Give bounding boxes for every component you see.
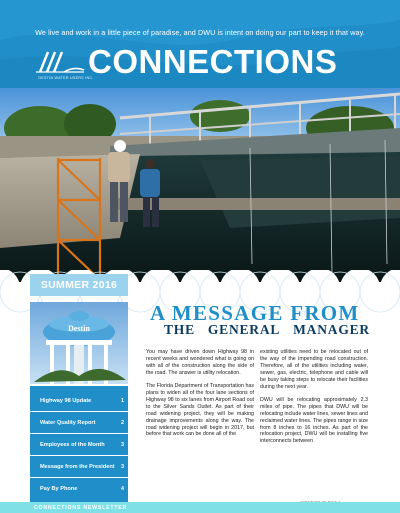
article-column-left (146, 349, 254, 445)
toc-item-label: Water Quality Report (40, 419, 96, 426)
article-paragraph: You may have driven down Highway 98 in recent weeks and wondered what is going on with all of the construction along the side of the road. The answer is utility relocation. (146, 349, 254, 376)
article-paragraph: DWU will be relocating approximately 2.3 miles of pipe. The pipes that DWU will be relocating include water lines, sewer lines and reclaimed water lines. The pipes range in size from 8 inches to 16 inches. As part of the relocation project, DWU will be installing five interconnects between (260, 396, 368, 445)
toc-item-page: 1 (121, 398, 124, 404)
organization-name: DESTIN WATER USERS INC. (38, 76, 94, 80)
article-paragraph: existing utilities need to be relocated out of the way of the impending road construction. Therefore, all of the utilities including water, sewer, gas, electric, telephone and cable will be busy taking steps to relocate their facilities during the next year. (260, 349, 368, 390)
footer-bar (0, 502, 400, 513)
toc-item-highway-98[interactable] (30, 390, 128, 412)
toc-item-page: 3 (121, 442, 124, 448)
toc-item-page: 2 (121, 420, 124, 426)
toc-item-page: 4 (121, 486, 124, 492)
issue-season-badge: SUMMER 2016 (30, 274, 128, 296)
cover-photo (0, 88, 400, 282)
toc-item-pay-by-phone[interactable] (30, 478, 128, 500)
subheading-word: GENERAL (207, 322, 281, 337)
footer-newsletter-name: CONNECTIONS NEWSLETTER (34, 504, 128, 511)
tower-sign: Destin (68, 324, 90, 333)
article-heading: A MESSAGE FROM (150, 301, 360, 325)
masthead-tagline: We live and work in a little piece of paradise, and DWU is intent on doing our part to keep it that way. (35, 28, 365, 37)
article-subheading (164, 322, 370, 338)
water-tower-photo (30, 302, 128, 384)
toc-item-employees[interactable] (30, 434, 128, 456)
toc-item-label: Pay By Phone (40, 486, 78, 492)
toc-item-president-message[interactable] (30, 456, 128, 478)
masthead (0, 0, 400, 88)
toc-item-label: Message from the President (40, 463, 115, 470)
dwu-logo-icon (34, 46, 86, 74)
subheading-word: THE (164, 322, 195, 337)
toc-item-label: Employees of the Month (40, 441, 105, 448)
toc-item-water-quality[interactable] (30, 412, 128, 434)
toc-item-label: Highway 98 Update (40, 397, 92, 404)
toc-item-page: 3 (121, 464, 124, 470)
newsletter-title: CONNECTIONS (88, 43, 338, 80)
water-treatment-photo-icon (0, 88, 400, 282)
article-paragraph: The Florida Department of Transportation has plans to widen all of the four lane sections of Highway 98 to six lanes from Airport Road out to the Silver Sands Outlet. As part of their road widening project, they will be making drainage improvements along the way. The road widening project will begin in 2017, but before that work can be done all of the (146, 383, 254, 438)
table-of-contents (30, 386, 128, 502)
water-tower-icon (30, 302, 128, 384)
subheading-word: MANAGER (293, 322, 370, 337)
article-column-right (260, 349, 368, 452)
